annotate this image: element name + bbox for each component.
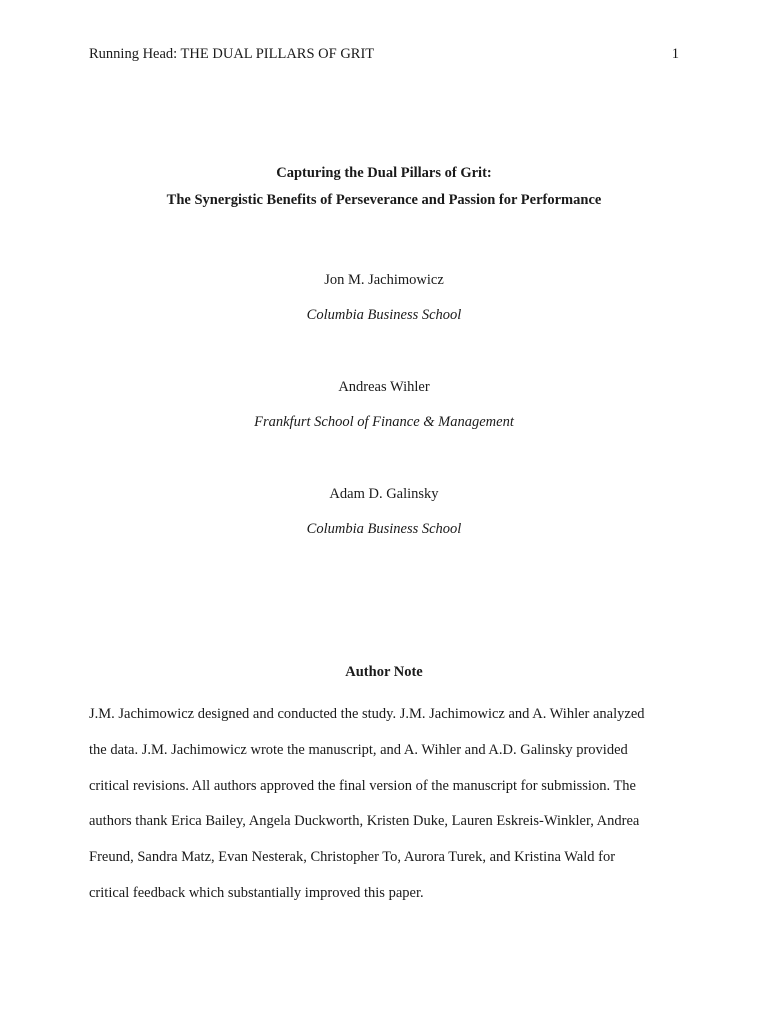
author-name: Jon M. Jachimowicz: [324, 272, 444, 288]
author-note-body: [89, 697, 683, 912]
author-note-line: Freund, Sandra Matz, Evan Nesterak, Christopher To, Aurora Turek, and Kristina Wald for: [89, 849, 616, 866]
author-note-heading: Author Note: [345, 664, 423, 680]
author-name: Andreas Wihler: [338, 379, 430, 395]
author-affiliation: Columbia Business School: [306, 307, 462, 323]
paper-subtitle: The Synergistic Benefits of Perseverance and Passion for Performance: [166, 192, 602, 208]
author-note-line: the data. J.M. Jachimowicz wrote the manuscript, and A. Wihler and A.D. Galinsky provided: [89, 741, 628, 758]
author-note-line: critical revisions. All authors approved the final version of the manuscript for submission. The: [89, 777, 636, 794]
author-note-line: authors thank Erica Bailey, Angela Duckworth, Kristen Duke, Lauren Eskreis-Winkler, Andrea: [89, 813, 640, 830]
author-note-line: J.M. Jachimowicz designed and conducted the study. J.M. Jachimowicz and A. Wihler analyzed: [89, 706, 645, 722]
paper-title: Capturing the Dual Pillars of Grit:: [276, 165, 492, 181]
page-number: 1: [671, 46, 679, 62]
author-note-line: critical feedback which substantially improved this paper.: [89, 884, 424, 901]
running-head: Running Head: THE DUAL PILLARS OF GRIT: [89, 46, 375, 62]
author-name: Adam D. Galinsky: [329, 486, 439, 502]
author-affiliation: Columbia Business School: [306, 521, 462, 537]
author-affiliation: Frankfurt School of Finance & Management: [254, 414, 514, 430]
